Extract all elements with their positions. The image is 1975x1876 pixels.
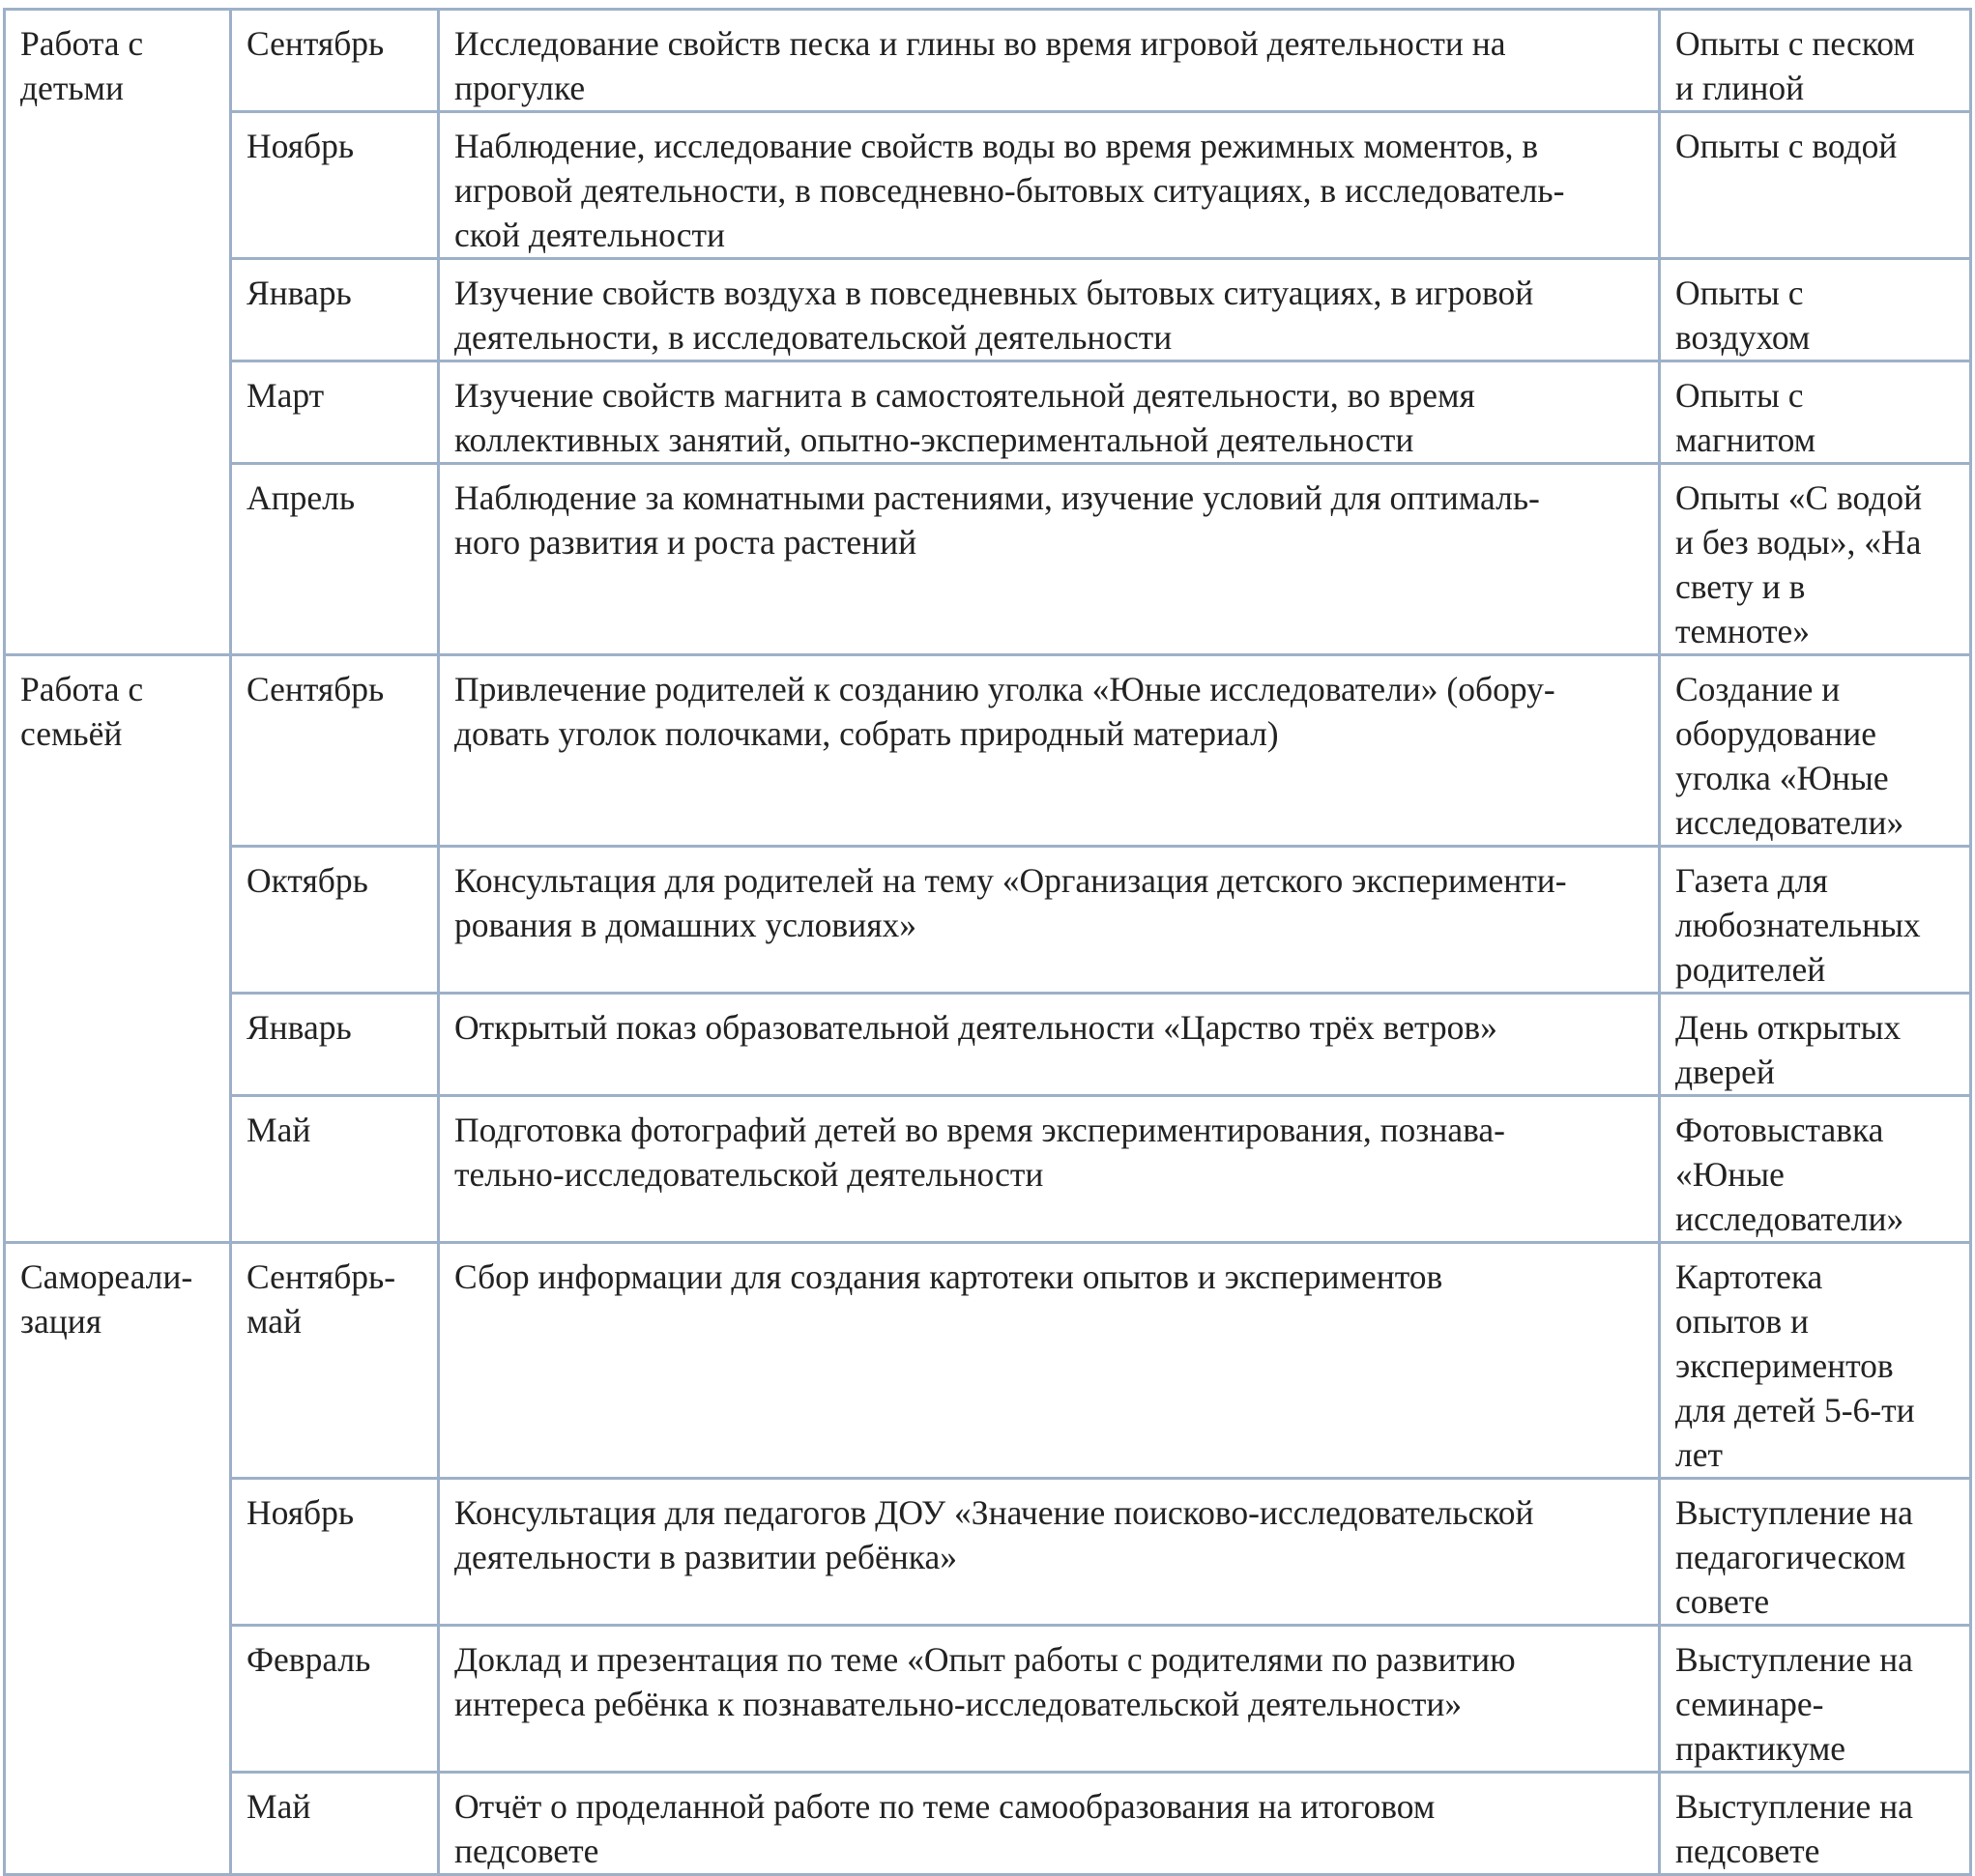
result-cell-line: воздухом [1675, 318, 1811, 357]
activity-cell-line: прогулке [454, 69, 586, 107]
result-cell-line: совете [1675, 1582, 1770, 1621]
month-cell-line: Апрель [247, 478, 356, 517]
activity-cell [439, 1479, 1660, 1626]
month-cell [231, 10, 439, 112]
table-row [5, 1096, 1971, 1243]
result-cell-line: любознательных [1675, 906, 1921, 944]
table-row [5, 1479, 1971, 1626]
result-cell-line: Выступление на [1675, 1787, 1913, 1826]
result-cell-line: Выступление на [1675, 1493, 1913, 1532]
activity-cell-line: Привлечение родителей к созданию уголка «Юные исследователи» (обору- [454, 670, 1555, 708]
table-row [5, 1773, 1971, 1875]
result-cell-line: Опыты «С водой [1675, 478, 1923, 517]
result-cell-line: «Юные [1675, 1155, 1785, 1194]
result-cell-line: семинаре- [1675, 1685, 1824, 1723]
activity-cell [439, 655, 1660, 847]
activity-cell-line: Исследование свойств песка и глины во время игровой деятельности на [454, 24, 1506, 63]
month-cell-line: Январь [247, 274, 352, 312]
result-cell-line: исследователи» [1675, 803, 1904, 842]
result-cell-line: для детей 5-6-ти [1675, 1391, 1915, 1429]
result-cell [1660, 259, 1971, 361]
activity-cell-line: тельно-исследовательской деятельности [454, 1155, 1044, 1194]
activity-cell-line: Открытый показ образовательной деятельности «Царство трёх ветров» [454, 1008, 1497, 1047]
result-cell-line: педсовете [1675, 1832, 1820, 1870]
result-cell-line: Картотека [1675, 1257, 1823, 1296]
month-cell [231, 655, 439, 847]
result-cell-line: свету и в [1675, 567, 1806, 606]
activity-cell-line: Наблюдение за комнатными растениями, изучение условий для оптималь- [454, 478, 1540, 517]
result-cell [1660, 464, 1971, 655]
month-cell [231, 1243, 439, 1479]
section-cell [5, 10, 231, 655]
result-cell-line: опытов и [1675, 1302, 1810, 1341]
activity-cell [439, 994, 1660, 1096]
activity-cell [439, 259, 1660, 361]
section-cell-line: Работа с [20, 24, 144, 63]
result-cell [1660, 112, 1971, 259]
month-cell [231, 1626, 439, 1773]
result-cell [1660, 994, 1971, 1096]
activity-cell-line: интереса ребёнка к познавательно-исследовательской деятельности» [454, 1685, 1463, 1723]
activity-cell-line: Изучение свойств воздуха в повседневных бытовых ситуациях, в игровой [454, 274, 1534, 312]
activity-cell-line: Наблюдение, исследование свойств воды во время режимных моментов, в [454, 127, 1539, 165]
result-cell-line: родителей [1675, 950, 1826, 989]
result-cell [1660, 847, 1971, 994]
month-cell-line: Январь [247, 1008, 352, 1047]
month-cell [231, 1479, 439, 1626]
result-cell-line: День открытых [1675, 1008, 1902, 1047]
work-plan-table [3, 8, 1972, 1876]
result-cell-line: Создание и [1675, 670, 1841, 708]
result-cell-line: экспериментов [1675, 1346, 1894, 1385]
month-cell-line: Май [247, 1787, 311, 1826]
activity-cell [439, 1243, 1660, 1479]
result-cell-line: и глиной [1675, 69, 1805, 107]
activity-cell [439, 112, 1660, 259]
result-cell [1660, 1773, 1971, 1875]
month-cell-line: Сентябрь- [247, 1257, 396, 1296]
activity-cell-line: Сбор информации для создания картотеки опытов и экспериментов [454, 1257, 1443, 1296]
result-cell-line: Газета для [1675, 861, 1828, 900]
result-cell-line: Опыты с песком [1675, 24, 1915, 63]
table-row [5, 361, 1971, 464]
result-cell [1660, 1096, 1971, 1243]
result-cell-line: практикуме [1675, 1729, 1846, 1768]
activity-cell-line: довать уголок полочками, собрать природный материал) [454, 714, 1279, 753]
month-cell [231, 259, 439, 361]
result-cell-line: уголка «Юные [1675, 759, 1889, 797]
month-cell [231, 112, 439, 259]
month-cell [231, 1096, 439, 1243]
activity-cell [439, 10, 1660, 112]
result-cell-line: Выступление на [1675, 1640, 1913, 1679]
activity-cell [439, 1773, 1660, 1875]
activity-cell-line: ного развития и роста растений [454, 523, 917, 562]
month-cell-line: Март [247, 376, 325, 415]
month-cell-line: Ноябрь [247, 127, 355, 165]
result-cell-line: Опыты с [1675, 376, 1804, 415]
activity-cell-line: деятельности в развитии ребёнка» [454, 1538, 957, 1576]
result-cell [1660, 1479, 1971, 1626]
month-cell-line: Май [247, 1111, 311, 1149]
result-cell-line: темноте» [1675, 612, 1811, 650]
table-row [5, 1243, 1971, 1479]
month-cell-line: Февраль [247, 1640, 371, 1679]
result-cell-line: Фотовыставка [1675, 1111, 1884, 1149]
table-row [5, 112, 1971, 259]
activity-cell-line: деятельности, в исследовательской деятельности [454, 318, 1173, 357]
month-cell-line: Сентябрь [247, 670, 385, 708]
activity-cell-line: Изучение свойств магнита в самостоятельной деятельности, во время [454, 376, 1475, 415]
activity-cell-line: Консультация для педагогов ДОУ «Значение поисково-исследовательской [454, 1493, 1534, 1532]
activity-cell [439, 361, 1660, 464]
activity-cell-line: Отчёт о проделанной работе по теме самообразования на итоговом [454, 1787, 1436, 1826]
section-cell [5, 655, 231, 1243]
table-row [5, 994, 1971, 1096]
activity-cell [439, 847, 1660, 994]
month-cell-line: Ноябрь [247, 1493, 355, 1532]
month-cell [231, 361, 439, 464]
activity-cell-line: Доклад и презентация по теме «Опыт работы с родителями по развитию [454, 1640, 1516, 1679]
activity-cell-line: ской деятельности [454, 216, 726, 254]
section-cell-line: Самореали- [20, 1257, 193, 1296]
result-cell-line: магнитом [1675, 420, 1816, 459]
section-cell-line: семьёй [20, 714, 123, 753]
table-row [5, 10, 1971, 112]
section-cell-line: Работа с [20, 670, 144, 708]
result-cell [1660, 10, 1971, 112]
result-cell-line: оборудование [1675, 714, 1876, 753]
result-cell-line: и без воды», «На [1675, 523, 1922, 562]
table-row [5, 847, 1971, 994]
month-cell [231, 994, 439, 1096]
result-cell-line: педагогическом [1675, 1538, 1906, 1576]
activity-cell-line: Подготовка фотографий детей во время экспериментирования, познава- [454, 1111, 1505, 1149]
result-cell-line: дверей [1675, 1053, 1775, 1091]
month-cell [231, 464, 439, 655]
table-row [5, 655, 1971, 847]
result-cell-line: Опыты с водой [1675, 127, 1898, 165]
activity-cell-line: Консультация для родителей на тему «Организация детского эксперименти- [454, 861, 1567, 900]
table-row [5, 1626, 1971, 1773]
section-cell-line: зация [20, 1302, 102, 1341]
activity-cell-line: рования в домашних условиях» [454, 906, 917, 944]
activity-cell-line: педсовете [454, 1832, 599, 1870]
result-cell-line: исследователи» [1675, 1199, 1904, 1238]
month-cell-line: Октябрь [247, 861, 368, 900]
month-cell [231, 847, 439, 994]
month-cell-line: Сентябрь [247, 24, 385, 63]
result-cell [1660, 1626, 1971, 1773]
section-cell-line: детьми [20, 69, 124, 107]
month-cell-line: май [247, 1302, 302, 1341]
month-cell [231, 1773, 439, 1875]
activity-cell-line: коллективных занятий, опытно-экспериментальной деятельности [454, 420, 1414, 459]
table-row [5, 464, 1971, 655]
result-cell [1660, 1243, 1971, 1479]
work-plan-table-body [5, 10, 1971, 1875]
activity-cell [439, 1626, 1660, 1773]
result-cell [1660, 655, 1971, 847]
activity-cell [439, 1096, 1660, 1243]
activity-cell [439, 464, 1660, 655]
section-cell [5, 1243, 231, 1875]
result-cell [1660, 361, 1971, 464]
result-cell-line: лет [1675, 1435, 1723, 1474]
activity-cell-line: игровой деятельности, в повседневно-бытовых ситуациях, в исследователь- [454, 171, 1565, 210]
result-cell-line: Опыты с [1675, 274, 1804, 312]
table-row [5, 259, 1971, 361]
